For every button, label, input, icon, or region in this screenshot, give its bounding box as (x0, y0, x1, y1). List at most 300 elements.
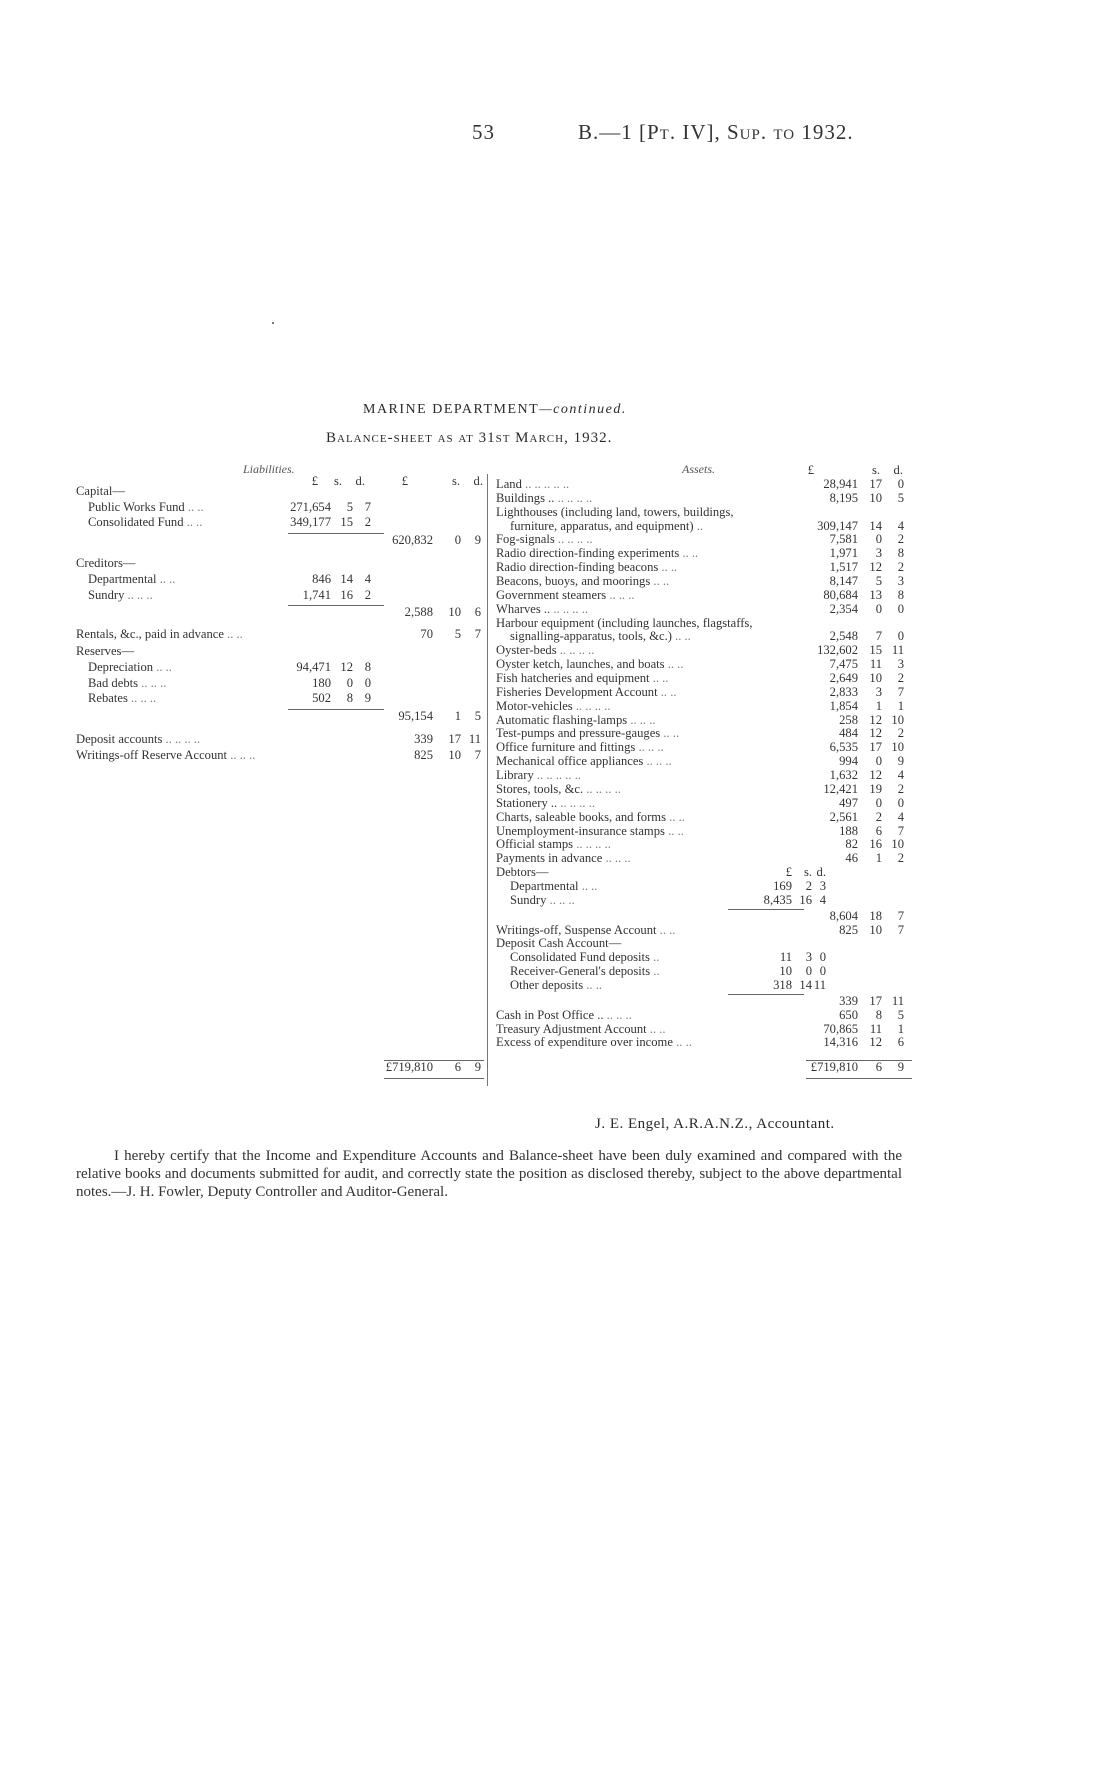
amount-pounds: 28,941 (823, 477, 858, 491)
amount-pence: 2 (897, 726, 904, 741)
leader-dots: .. .. (156, 572, 176, 586)
leader-dots: .. .. (578, 878, 598, 893)
amount-shillings: 18 (869, 908, 882, 923)
row-label (510, 893, 575, 909)
amount-shillings: 12 (869, 560, 882, 575)
sub-amount-pounds: 846 (312, 572, 331, 586)
accountant-signature: J. E. Engel, A.R.A.N.Z., Accountant. (595, 1116, 835, 1132)
row-label-text: Consolidated Fund deposits (510, 950, 650, 965)
amount-pounds: 339 (414, 732, 433, 747)
amount-shillings: 0 (875, 532, 882, 547)
leader-dots: .. .. (660, 726, 680, 741)
sub-amount-shillings: 3 (805, 950, 812, 965)
row-label-text: Cash in Post Office .. (496, 1007, 604, 1022)
amount-pence: 7 (897, 922, 904, 937)
col-head-shillings: s. (333, 474, 342, 488)
amount-shillings: 0 (875, 754, 882, 769)
amount-pence: 1 (897, 698, 904, 713)
row-label (76, 556, 135, 572)
leader-dots: .. .. (664, 823, 684, 838)
amount-pence: 9 (474, 532, 481, 547)
leader-dots: .. .. .. (635, 740, 664, 755)
row-label-text: Sundry (88, 587, 125, 602)
amount-pounds: 2,548 (829, 629, 858, 644)
amount-shillings: 15 (869, 643, 882, 658)
amount-pounds: 484 (839, 726, 858, 741)
leader-dots: .. .. .. (227, 748, 256, 762)
leader-dots: .. .. (184, 499, 204, 514)
amount-pounds: 309,147 (817, 518, 858, 533)
sub-amount-shillings: s. (803, 865, 812, 880)
row-label-text: Payments in advance (496, 851, 603, 866)
sub-amount-pounds: 349,177 (290, 515, 331, 530)
amount-shillings: 17 (869, 993, 882, 1008)
grand-total-pence: 9 (897, 1060, 904, 1074)
row-label-text: Reserves— (76, 644, 135, 659)
amount-pounds: 258 (839, 712, 858, 727)
sub-amount-pounds: 1,741 (302, 587, 331, 602)
amount-shillings: 11 (869, 1021, 882, 1036)
row-label-text: Treasury Adjustment Account (496, 1021, 647, 1036)
amount-pounds: 14,316 (823, 1035, 858, 1050)
row-label-text: Public Works Fund (88, 499, 185, 514)
amount-shillings: 17 (869, 740, 882, 755)
row-label-text: Automatic flashing-lamps (496, 712, 628, 727)
amount-shillings: 5 (454, 626, 461, 641)
amount-shillings: 1 (875, 851, 882, 866)
leader-dots: .. .. .. (546, 892, 575, 907)
amount-shillings: 0 (875, 795, 882, 810)
leader-dots: .. .. (649, 671, 669, 686)
row-label-text: Lighthouses (including land, towers, buildings, (496, 504, 734, 519)
amount-pounds: 339 (839, 993, 858, 1008)
grand-total-pounds: £719,810 (810, 1060, 858, 1074)
leader-dots: .. .. .. (627, 712, 656, 727)
row-label-text: Charts, saleable books, and forms (496, 809, 666, 824)
grand-total-pounds: £719,810 (385, 1060, 433, 1074)
amount-pounds: 8,604 (829, 908, 858, 923)
sub-amount-pence: 2 (364, 515, 371, 530)
row-label-text: Deposit accounts (76, 732, 163, 747)
leader-dots: .. .. (671, 629, 691, 644)
row-label-text: Unemployment-insurance stamps (496, 823, 665, 838)
col-head-pounds: £ (807, 463, 814, 477)
amount-shillings: 10 (869, 922, 882, 937)
row-label (88, 691, 156, 707)
amount-shillings: 17 (448, 732, 461, 747)
sub-amount-pence: 2 (364, 587, 371, 602)
col-head-pence: d. (893, 463, 903, 477)
row-label-text: Stores, tools, &c. (496, 781, 584, 796)
amount-pounds: 7,475 (829, 657, 858, 672)
amount-shillings: 10 (448, 748, 461, 762)
amount-pence: 0 (897, 795, 904, 810)
amount-pence: 0 (897, 629, 904, 644)
audit-certificate: I hereby certify that the Income and Expenditure Accounts and Balance-sheet have been duly examined and compared with the relative books and documents submitted for audit, and correctly state the position as disclosed thereby, subject to the above departmental notes.—J. H. Fowler, Deputy Controller and Auditor-General. (76, 1148, 902, 1200)
leader-dots: .. .. .. .. (554, 490, 593, 505)
amount-pence: 1 (897, 1021, 904, 1036)
col-head-pence: d. (355, 474, 365, 488)
sub-amount-shillings: 16 (799, 892, 812, 907)
amount-pounds: 188 (839, 823, 858, 838)
row-label-text: Other deposits (510, 977, 584, 992)
amount-shillings: 5 (875, 574, 882, 589)
amount-shillings: 11 (869, 657, 882, 672)
row-label-text: Excess of expenditure over income (496, 1035, 673, 1050)
sub-amount-pounds: £ (785, 865, 792, 880)
leader-dots: .. .. .. (127, 691, 157, 706)
amount-shillings: 10 (869, 490, 882, 505)
amount-pounds: 650 (839, 1007, 858, 1022)
amount-pounds: 80,684 (823, 587, 858, 602)
sub-amount-pounds: 502 (312, 691, 331, 706)
amount-shillings: 17 (869, 477, 882, 491)
row-label-text: Mechanical office appliances (496, 754, 644, 769)
row-label-text: Rentals, &c., paid in advance (76, 626, 224, 641)
row-label-text: Deposit Cash Account— (496, 936, 622, 951)
leader-dots: .. .. (223, 626, 243, 641)
amount-pounds: 2,354 (829, 601, 858, 616)
row-label-text: Land (496, 477, 522, 491)
leader-dots: .. .. (650, 574, 670, 589)
sub-amount-shillings: 0 (346, 675, 353, 690)
grand-total-rule-bottom (384, 1078, 484, 1079)
leader-dots: .. .. .. (138, 675, 167, 690)
amount-pence: 3 (897, 657, 904, 672)
sub-amount-pence: 0 (819, 950, 826, 965)
amount-pounds: 132,602 (817, 643, 858, 658)
amount-pence: 2 (897, 671, 904, 686)
sub-amount-shillings: 12 (340, 660, 353, 674)
amount-pence: 5 (897, 490, 904, 505)
amount-shillings: 12 (869, 1035, 882, 1050)
leader-dots: .. .. (183, 515, 203, 530)
sub-amount-pence: 0 (364, 675, 371, 690)
amount-shillings: 14 (869, 518, 882, 533)
amount-pence: 11 (468, 732, 481, 747)
sub-amount-pounds: 94,471 (296, 660, 331, 674)
leader-dots: .. .. .. (606, 587, 635, 602)
table-row (76, 676, 486, 692)
row-label-text: Rebates (88, 691, 128, 706)
amount-pounds: 497 (839, 795, 858, 810)
grand-total-rule-bottom (806, 1078, 912, 1079)
table-row (496, 893, 912, 909)
row-label-text: furniture, apparatus, and equipment) (510, 518, 694, 533)
amount-shillings: 12 (869, 712, 882, 727)
col-head-total-pounds: £ (401, 474, 408, 488)
row-label-text: Writings-off, Suspense Account (496, 922, 657, 937)
leader-dots: .. .. .. (124, 587, 153, 602)
sub-amount-pounds: 180 (312, 675, 331, 690)
amount-pounds: 12,421 (823, 781, 858, 796)
leader-dots: .. .. (657, 684, 677, 699)
row-label (88, 500, 204, 516)
row-label-text: Creditors— (76, 556, 136, 571)
table-row (76, 484, 486, 500)
sub-amount-pounds: 169 (773, 878, 792, 893)
col-head-total-shillings: s. (451, 474, 460, 488)
amount-pounds: 825 (414, 748, 433, 762)
row-label-text: Wharves .. (496, 601, 551, 616)
leader-dots: .. .. .. .. (554, 532, 593, 547)
leader-dots: .. (649, 950, 660, 965)
row-label-text: Bad debts (88, 675, 139, 690)
sub-amount-pounds: 11 (779, 950, 792, 965)
leader-dots: .. .. .. .. .. (533, 768, 581, 783)
sub-amount-shillings: 14 (340, 572, 353, 586)
sub-amount-shillings: 5 (346, 499, 353, 514)
row-label (88, 515, 202, 531)
amount-pence: 2 (897, 851, 904, 866)
amount-shillings: 12 (869, 768, 882, 783)
sub-amount-pence: 8 (364, 660, 371, 674)
row-label (76, 484, 125, 500)
row-label-text: Office furniture and fittings (496, 740, 636, 755)
row-label-text: Government steamers (496, 587, 607, 602)
row-label-text: signalling-apparatus, tools, &c.) (510, 629, 672, 644)
leader-dots: .. .. .. (602, 851, 631, 866)
leader-dots: .. .. (664, 657, 684, 672)
col-head-pounds: £ (311, 474, 318, 488)
department-name: MARINE DEPARTMENT (363, 402, 540, 417)
balance-sheet-title: Balance-sheet as at 31st March, 1932. (326, 430, 613, 446)
table-row (496, 1035, 912, 1051)
row-label-text: Harbour equipment (including launches, flagstaffs, (496, 615, 753, 630)
page-number: 53 (472, 120, 495, 144)
row-label-text: Radio direction-finding experiments (496, 546, 680, 561)
amount-pounds: 8,195 (829, 490, 858, 505)
amount-shillings: 0 (875, 601, 882, 616)
row-label-text: Receiver-General's deposits (510, 964, 651, 979)
row-label-text: Beacons, buoys, and moorings (496, 574, 651, 589)
amount-pounds: 994 (839, 754, 858, 769)
leader-dots: .. .. (656, 922, 676, 937)
table-row (76, 500, 486, 516)
amount-shillings: 19 (869, 781, 882, 796)
amount-shillings: 1 (875, 698, 882, 713)
amount-pence: 6 (474, 605, 481, 620)
amount-pounds: 6,535 (829, 740, 858, 755)
grand-total-row (76, 1060, 486, 1076)
sub-amount-shillings: 15 (340, 515, 353, 530)
amount-shillings: 10 (448, 605, 461, 620)
amount-pence: 7 (897, 823, 904, 838)
sub-amount-pence: 11 (813, 977, 826, 992)
leader-dots: .. .. .. .. (550, 601, 588, 616)
amount-pence: 2 (897, 560, 904, 575)
grand-total-row (496, 1060, 912, 1076)
amount-pounds: 1,517 (829, 560, 858, 575)
leader-dots: .. (693, 518, 704, 533)
department-title (363, 402, 627, 418)
sub-amount-pence: 0 (819, 964, 826, 979)
leader-dots: .. .. (646, 1021, 666, 1036)
amount-pence: 6 (897, 1035, 904, 1050)
amount-shillings: 3 (875, 684, 882, 699)
sub-amount-pence: 9 (364, 691, 371, 706)
sub-amount-shillings: 8 (346, 691, 353, 706)
leader-dots: .. .. .. .. (162, 732, 201, 747)
amount-pence: 4 (897, 518, 904, 533)
leader-dots: .. .. .. .. .. (521, 477, 570, 491)
row-label (76, 644, 134, 660)
amount-pence: 7 (897, 908, 904, 923)
sub-amount-pounds: 8,435 (763, 892, 792, 907)
row-label-text: Fisheries Development Account (496, 684, 658, 699)
document-reference: B.—1 [Pt. IV], Sup. to 1932. (578, 120, 854, 144)
amount-pounds: 2,649 (829, 671, 858, 686)
table-row (76, 533, 486, 549)
table-row (76, 660, 486, 676)
amount-shillings: 1 (454, 708, 461, 723)
row-label (76, 748, 255, 764)
row-label-text: Departmental (510, 878, 579, 893)
sub-amount-pounds: 10 (779, 964, 792, 979)
col-head-total-pence: d. (473, 474, 483, 488)
liabilities-heading: Liabilities. (243, 462, 295, 476)
row-label-text: Fog-signals (496, 532, 555, 547)
leader-dots: .. .. .. .. (573, 837, 611, 852)
row-label (88, 572, 175, 588)
amount-pounds: 1,971 (829, 546, 858, 561)
row-label (88, 588, 153, 604)
amount-pounds: 2,588 (404, 605, 433, 620)
amount-pounds: 825 (839, 922, 858, 937)
row-label-text: Departmental (88, 572, 157, 586)
leader-dots: .. .. .. .. (557, 795, 595, 810)
leader-dots: .. .. (672, 1035, 692, 1050)
row-label (76, 732, 200, 748)
table-row (76, 627, 486, 643)
leader-dots: .. .. .. (643, 754, 672, 769)
leader-dots: .. .. .. .. (583, 781, 621, 796)
col-head-shillings: s. (871, 463, 880, 477)
sub-amount-shillings: 2 (805, 878, 812, 893)
amount-pounds: 2,833 (829, 684, 858, 699)
amount-pence: 10 (891, 712, 904, 727)
amount-pence: 8 (897, 587, 904, 602)
amount-shillings: 8 (875, 1007, 882, 1022)
sub-amount-shillings: 16 (340, 587, 353, 602)
amount-pounds: 1,632 (829, 768, 858, 783)
leader-dots: .. .. (665, 809, 685, 824)
sub-amount-pounds: 271,654 (290, 499, 331, 514)
table-row (76, 691, 486, 707)
table-row (76, 644, 486, 660)
row-label (88, 660, 172, 676)
amount-shillings: 2 (875, 809, 882, 824)
amount-pence: 7 (474, 748, 481, 762)
leader-dots: .. .. (658, 560, 678, 575)
amount-pounds: 70 (420, 626, 433, 641)
row-label-text: Radio direction-finding beacons (496, 560, 659, 575)
row-label (496, 1035, 692, 1051)
table-row (496, 978, 912, 994)
amount-pounds: 46 (845, 851, 858, 866)
amount-pounds: 620,832 (392, 532, 433, 547)
amount-shillings: 10 (869, 671, 882, 686)
row-label-text: Sundry (510, 892, 547, 907)
amount-pence: 0 (897, 477, 904, 491)
row-label-text: Stationery .. (496, 795, 558, 810)
scan-speck (272, 322, 274, 324)
leader-dots: .. .. .. (603, 1007, 632, 1022)
row-label-text: Debtors— (496, 865, 549, 880)
sub-amount-pence: 4 (364, 572, 371, 586)
amount-pounds: 8,147 (829, 574, 858, 589)
leader-dots: .. .. (583, 977, 602, 992)
amount-pounds: 82 (845, 837, 858, 852)
amount-pence: 11 (891, 643, 904, 658)
leader-dots: .. .. .. .. (572, 698, 611, 713)
sub-amount-pence: d. (816, 865, 826, 880)
amount-shillings: 6 (875, 823, 882, 838)
sub-amount-pence: 4 (819, 892, 826, 907)
amount-pence: 0 (897, 601, 904, 616)
continued-note: —continued. (539, 402, 627, 417)
amount-pounds: 7,581 (829, 532, 858, 547)
row-label-text: Fish hatcheries and equipment (496, 671, 650, 686)
row-label (510, 978, 602, 994)
table-row (76, 605, 486, 621)
amount-pence: 2 (897, 781, 904, 796)
amount-shillings: 3 (875, 546, 882, 561)
amount-shillings: 0 (454, 532, 461, 547)
amount-pence: 3 (897, 574, 904, 589)
leader-dots: .. .. (153, 660, 172, 674)
amount-pence: 7 (897, 684, 904, 699)
row-label-text: Motor-vehicles (496, 698, 573, 713)
row-label-text: Official stamps (496, 837, 574, 852)
amount-pence: 8 (897, 546, 904, 561)
row-label (76, 627, 243, 643)
row-label-text: Test-pumps and pressure-gauges (496, 726, 661, 741)
grand-total-shillings: 6 (875, 1060, 882, 1074)
amount-pounds: 2,561 (829, 809, 858, 824)
leader-dots: .. .. (679, 546, 699, 561)
amount-pence: 9 (897, 754, 904, 769)
amount-pounds: 95,154 (398, 708, 433, 723)
row-label-text: Writings-off Reserve Account (76, 748, 228, 762)
amount-pounds: 70,865 (823, 1021, 858, 1036)
row-label-text: Oyster-beds (496, 643, 557, 658)
sub-amount-shillings: 14 (799, 977, 812, 992)
amount-shillings: 16 (869, 837, 882, 852)
column-divider (487, 474, 488, 1086)
sub-amount-pence: 7 (364, 499, 371, 514)
amount-pence: 5 (897, 1007, 904, 1022)
sub-amount-pounds: 318 (773, 977, 792, 992)
amount-pence: 10 (891, 837, 904, 852)
sub-amount-pence: 3 (819, 878, 826, 893)
amount-pence: 7 (474, 626, 481, 641)
table-row (76, 515, 486, 531)
sub-amount-shillings: 0 (805, 964, 812, 979)
grand-total-pence: 9 (474, 1060, 481, 1074)
leader-dots: .. (650, 964, 660, 979)
table-row (76, 748, 486, 764)
table-row (76, 732, 486, 748)
row-label-text: Buildings .. (496, 490, 555, 505)
row-label-text: Depreciation (88, 660, 154, 674)
leader-dots: .. .. .. .. (556, 643, 595, 658)
amount-pence: 11 (891, 993, 904, 1008)
row-label-text: Oyster ketch, launches, and boats (496, 657, 665, 672)
amount-shillings: 7 (875, 629, 882, 644)
row-label-text: Capital— (76, 484, 125, 498)
assets-heading: Assets. (682, 462, 715, 476)
